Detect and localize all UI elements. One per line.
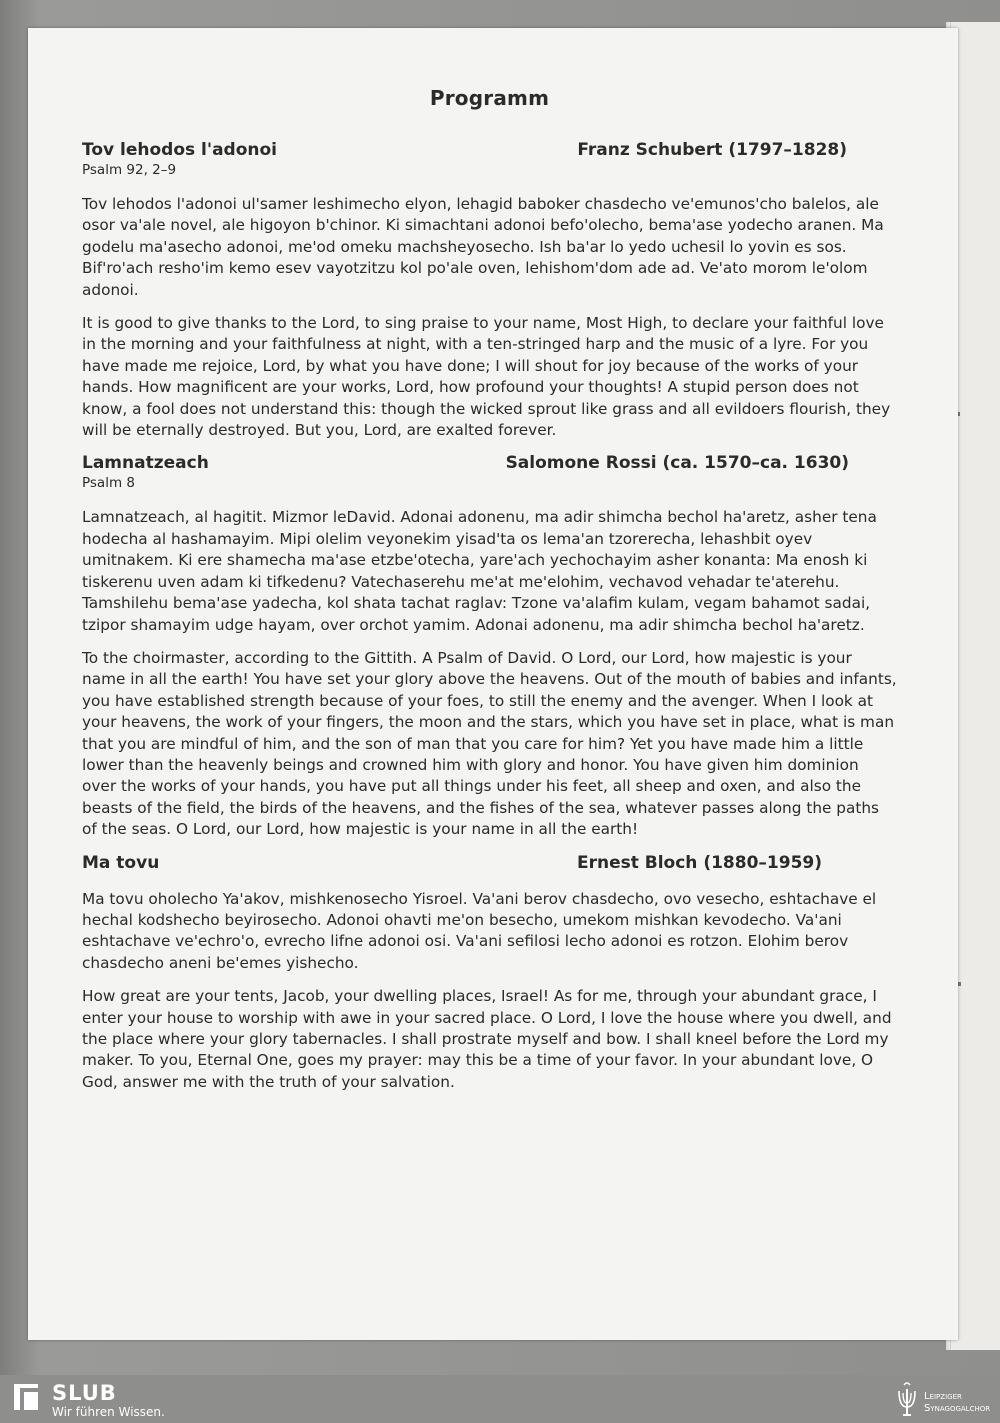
footer-bar [0, 1375, 1000, 1423]
library-tagline: Wir führen Wissen. [52, 1405, 165, 1419]
piece-transliteration: Ma tovu oholecho Ya'akov, mishkenosecho Yisroel. Va'ani berov chasdecho, ovo vesecho, eshtachave el hechal kodshecho beyirosecho. Adonoi ohavti me'on besecho, umekom mishkan kevodecho. Va'ani eshtachave ve'echro'o, evrecho lifne adonoi osi. Va'ani sefilosi lecho adonoi es rotzon. Elohim berov chasdecho aneni be'emes yishecho. [82, 889, 877, 972]
piece-header [82, 853, 897, 873]
choir-name-line1: Leipziger [924, 1391, 962, 1402]
piece-psalm-ref: Psalm 92, 2–9 [82, 162, 177, 178]
piece-transliteration: Lamnatzeach, al hagitit. Mizmor leDavid. Adonai adonenu, ma adir shimcha bechol ha'aretz, asher tena hodecha al hashamayim. Mipi olelim veyonekim yisad'ta os lema'an tzorerecha, lehashbit oyev umitnakem. Ki ere shamecha ma'ase etzbe'otecha, yare'ach yechochayim asher konanta: Ma enosh ki tiskerenu uven adam ki tifkedenu? Vatechaserehu me'at me'elohim, vechavod vehadar te'aterehu. Tamshilehu bema'ase yadecha, kol shata tachat raglav: Tzone va'alafim kulam, vegam bahamot sadai, tzipor shamayim udge hayam, over orchot yamim. Adonai adonenu, ma adir shimcha bechol ha'aretz. [82, 508, 877, 634]
choir-name [924, 1391, 990, 1415]
piece-header [82, 140, 897, 160]
piece-transliteration: Tov lehodos l'adonoi ul'samer leshimecho elyon, lehagid baboker chasdecho ve'emunos'cho balelos, ale osor va'ale novel, ale higoyon b'chinor. Ki simachtani adonoi befo'olecho, bema'ase yodecho aranen. Ma godelu ma'asecho adonoi, me'od omeku machsheyosecho. Ish ba'ar lo yedo uchesil lo yovin es sos. Bif'ro'ach resho'im kemo esev vayotzitzu kol po'ale oven, lehishom'dom ade ad. Ve'ato morom le'olom adonoi. [82, 195, 884, 299]
piece-translation: How great are your tents, Jacob, your dwelling places, Israel! As for me, through your abundant grace, I enter your house to worship with awe in your sacred place. O Lord, I love the house where you dwell, and the place where your glory tabernacles. I shall prostrate myself and bow. I shall kneel before the Lord my maker. To you, Eternal One, goes my prayer: may this be a time of your favor. In your abundant love, O God, answer me with the truth of your salvation. [82, 987, 892, 1091]
piece-title: Lamnatzeach [82, 453, 209, 474]
piece-composer: Salomone Rossi (ca. 1570–ca. 1630) [505, 453, 849, 474]
page-title: Programm [429, 86, 550, 110]
scan-speck [958, 982, 961, 986]
piece-composer: Ernest Bloch (1880–1959) [576, 852, 822, 873]
menorah-icon [896, 1381, 918, 1417]
choir-name-line2: Synagogalchor [924, 1403, 991, 1414]
piece-title: Ma tovu [82, 852, 160, 873]
piece-composer: Franz Schubert (1797–1828) [577, 140, 847, 160]
piece-header [82, 453, 897, 473]
piece-section-2 [82, 453, 897, 840]
piece-translation: To the choirmaster, according to the Gittith. A Psalm of David. O Lord, our Lord, how majestic is your name in all the earth! You have set your glory above the heavens. Out of the mouth of babies and infants, you have established strength because of your foes, to still the enemy and the avenger. When I look at your heavens, the work of your fingers, the moon and the stars, which you have set in place, what is man that you are mindful of him, and the son of man that you care for him? Yet you have made him a little lower than the heavenly beings and crowned him with glory and honor. You have given him dominion over the works of your hands, you have put all things under his feet, all sheep and oxen, and also the beasts of the field, the birds of the heavens, and the fishes of the sea, whatever passes along the paths of the seas. O Lord, our Lord, how majestic is your name in all the earth! [82, 648, 897, 839]
piece-psalm-ref: Psalm 8 [82, 475, 135, 492]
program-content [82, 86, 897, 1105]
piece-translation: It is good to give thanks to the Lord, to sing praise to your name, Most High, to declare your faithful love in the morning and your faithfulness at night, with a ten-stringed harp and the music of a lyre. For you have made me rejoice, Lord, by what you have done; I will shout for joy because of the works of your hands. How magnificent are your works, Lord, how profound your thoughts! A stupid person does not know, a fool does not understand this: though the wicked sprout like grass and all evildoers flourish, they will be eternally destroyed. But you, Lord, are exalted forever. [82, 314, 891, 440]
piece-title: Tov lehodos l'adonoi [82, 140, 278, 160]
piece-section-1 [82, 140, 897, 441]
piece-section-3 [82, 853, 897, 1094]
library-name: SLUB [52, 1381, 117, 1405]
slub-logo-icon [14, 1384, 38, 1410]
